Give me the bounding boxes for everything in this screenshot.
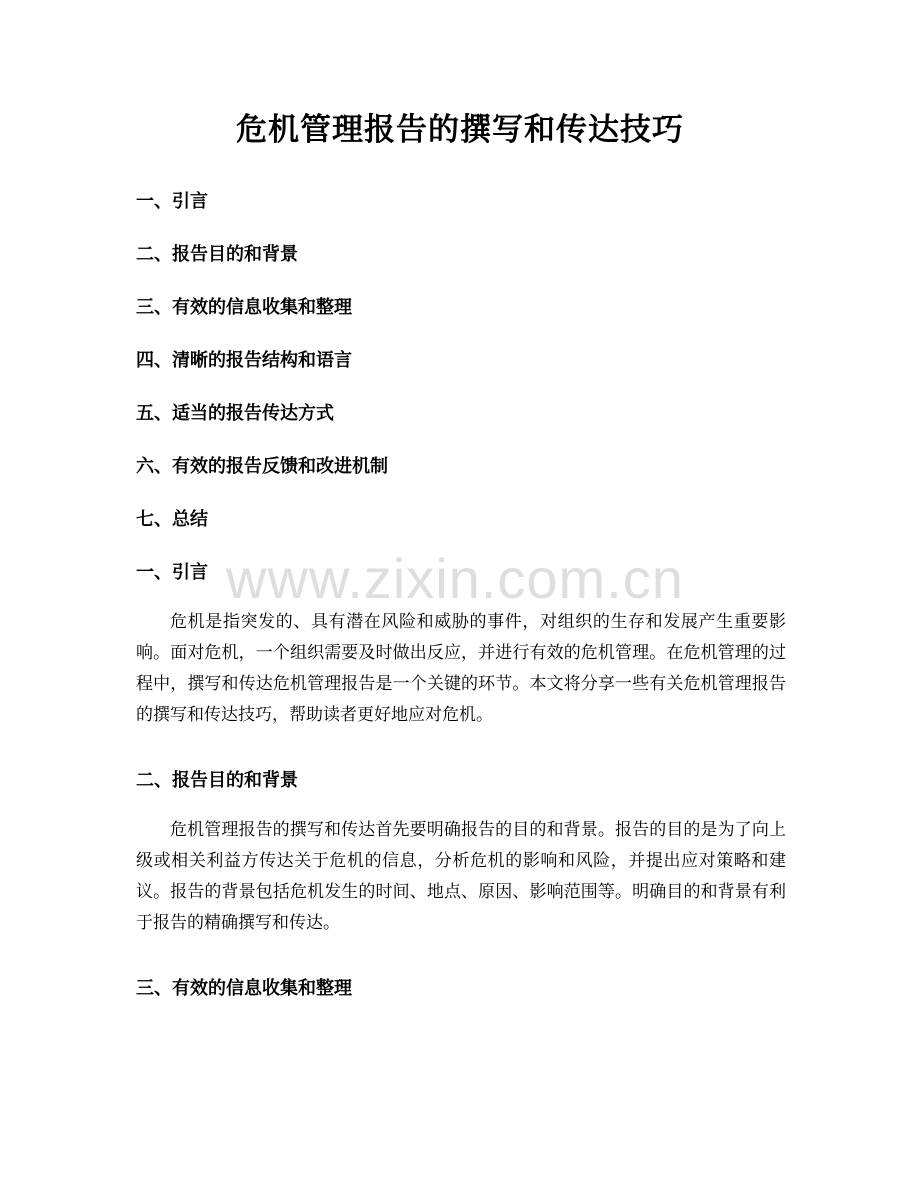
table-of-contents xyxy=(136,188,388,559)
watermark: www.zixin.com.cn xyxy=(226,547,684,610)
toc-item: 二、报告目的和背景 xyxy=(136,244,298,265)
section-heading-introduction: 一、引言 xyxy=(136,562,208,583)
page-title: 危机管理报告的撰写和传达技巧 xyxy=(236,112,684,148)
section-heading-purpose-background: 二、报告目的和背景 xyxy=(136,770,298,791)
toc-item: 七、总结 xyxy=(136,509,208,530)
section-body-purpose-background: 危机管理报告的撰写和传达首先要明确报告的目的和背景。报告的目的是为了向上级或相关利益方传达关于危机的信息，分析危机的影响和风险，并提出应对策略和建议。报告的背景包括危机发生的时间、地点、原因、影响范围等。明确目的和背景有利于报告的精确撰写和传达。 xyxy=(136,820,786,933)
toc-item: 六、有效的报告反馈和改进机制 xyxy=(136,456,388,477)
toc-item: 一、引言 xyxy=(136,191,208,212)
section-heading-information-collection: 三、有效的信息收集和整理 xyxy=(136,978,352,999)
section-body-introduction: 危机是指突发的、具有潜在风险和威胁的事件，对组织的生存和发展产生重要影响。面对危机，一个组织需要及时做出反应，并进行有效的危机管理。在危机管理的过程中，撰写和传达危机管理报告是一个关键的环节。本文将分享一些有关危机管理报告的撰写和传达技巧，帮助读者更好地应对危机。 xyxy=(136,612,786,725)
toc-item: 五、适当的报告传达方式 xyxy=(136,403,334,424)
toc-item: 三、有效的信息收集和整理 xyxy=(136,297,352,318)
toc-item: 四、清晰的报告结构和语言 xyxy=(136,350,352,371)
